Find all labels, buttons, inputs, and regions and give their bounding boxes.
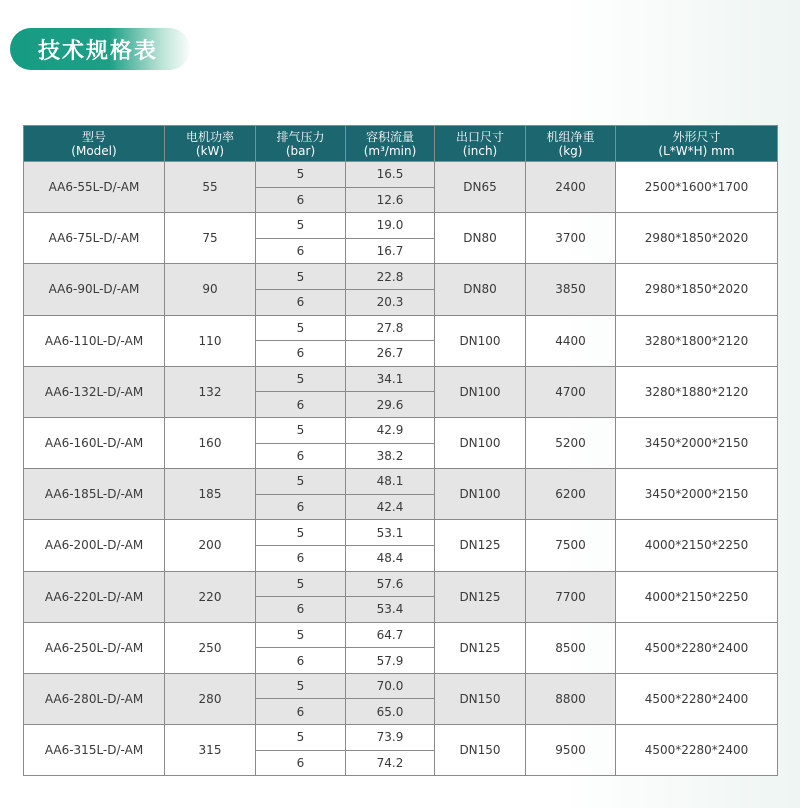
flow-cell: 27.8 [346,315,435,341]
dimensions-cell: 4000*2150*2250 [616,520,778,571]
section-title-badge [10,28,190,70]
flow-cell: 20.3 [346,289,435,315]
dimensions-cell: 4500*2280*2400 [616,725,778,776]
flow-cell: 19.0 [346,213,435,239]
table-row [24,366,778,392]
table-row [24,162,778,188]
outlet-cell: DN100 [435,366,526,417]
power-cell: 280 [165,673,256,724]
dimensions-cell: 3280*1800*2120 [616,315,778,366]
pressure-cell: 5 [256,469,346,495]
flow-cell: 57.6 [346,571,435,597]
table-row [24,417,778,443]
table-row [24,725,778,751]
flow-cell: 48.4 [346,545,435,571]
header-label: 机组净重 [546,129,595,144]
pressure-cell: 5 [256,571,346,597]
model-cell: AA6-90L-D/-AM [24,264,165,315]
pressure-cell: 5 [256,264,346,290]
page-title: 技术规格表 [38,38,159,64]
model-cell: AA6-132L-D/-AM [24,366,165,417]
model-cell: AA6-250L-D/-AM [24,622,165,673]
flow-cell: 53.4 [346,597,435,623]
pressure-cell: 6 [256,187,346,213]
pressure-cell: 5 [256,520,346,546]
flow-cell: 16.5 [346,162,435,188]
col-dimensions-header [616,126,778,162]
pressure-cell: 5 [256,622,346,648]
weight-cell: 5200 [526,417,616,468]
flow-cell: 42.4 [346,494,435,520]
header-label: 排气压力 [276,129,325,144]
pressure-cell: 6 [256,392,346,418]
flow-cell: 73.9 [346,725,435,751]
outlet-cell: DN65 [435,162,526,213]
model-cell: AA6-185L-D/-AM [24,469,165,520]
model-cell: AA6-200L-D/-AM [24,520,165,571]
dimensions-cell: 2500*1600*1700 [616,162,778,213]
weight-cell: 3700 [526,213,616,264]
table-row [24,213,778,239]
dimensions-cell: 4500*2280*2400 [616,673,778,724]
dimensions-cell: 4000*2150*2250 [616,571,778,622]
header-label: 出口尺寸 [455,129,504,144]
header-unit: (Model) [71,143,117,158]
table-row [24,571,778,597]
col-pressure-header [256,126,346,162]
weight-cell: 8800 [526,673,616,724]
pressure-cell: 5 [256,315,346,341]
power-cell: 185 [165,469,256,520]
dimensions-cell: 3450*2000*2150 [616,417,778,468]
header-label: 电机功率 [185,129,234,144]
outlet-cell: DN125 [435,520,526,571]
flow-cell: 26.7 [346,341,435,367]
outlet-cell: DN125 [435,571,526,622]
table-row [24,469,778,495]
outlet-cell: DN100 [435,469,526,520]
weight-cell: 9500 [526,725,616,776]
power-cell: 132 [165,366,256,417]
flow-cell: 70.0 [346,673,435,699]
outlet-cell: DN150 [435,673,526,724]
pressure-cell: 6 [256,289,346,315]
power-cell: 55 [165,162,256,213]
table-row [24,622,778,648]
power-cell: 315 [165,725,256,776]
outlet-cell: DN100 [435,315,526,366]
pressure-cell: 6 [256,648,346,674]
spec-table [23,125,778,776]
flow-cell: 57.9 [346,648,435,674]
flow-cell: 74.2 [346,750,435,776]
weight-cell: 2400 [526,162,616,213]
power-cell: 200 [165,520,256,571]
header-label: 容积流量 [365,129,414,144]
flow-cell: 38.2 [346,443,435,469]
model-cell: AA6-160L-D/-AM [24,417,165,468]
table-row [24,315,778,341]
table-header-row [24,126,778,162]
header-label: 外形尺寸 [672,129,721,144]
weight-cell: 3850 [526,264,616,315]
weight-cell: 8500 [526,622,616,673]
col-weight-header [526,126,616,162]
weight-cell: 6200 [526,469,616,520]
flow-cell: 12.6 [346,187,435,213]
model-cell: AA6-315L-D/-AM [24,725,165,776]
header-unit: (bar) [285,143,316,158]
pressure-cell: 6 [256,494,346,520]
outlet-cell: DN100 [435,417,526,468]
col-outlet-header [435,126,526,162]
outlet-cell: DN80 [435,264,526,315]
weight-cell: 7700 [526,571,616,622]
table-row [24,520,778,546]
weight-cell: 4700 [526,366,616,417]
header-unit: (m³/min) [363,143,417,158]
dimensions-cell: 2980*1850*2020 [616,264,778,315]
model-cell: AA6-220L-D/-AM [24,571,165,622]
dimensions-cell: 3450*2000*2150 [616,469,778,520]
power-cell: 250 [165,622,256,673]
outlet-cell: DN80 [435,213,526,264]
power-cell: 110 [165,315,256,366]
model-cell: AA6-280L-D/-AM [24,673,165,724]
pressure-cell: 5 [256,725,346,751]
pressure-cell: 6 [256,699,346,725]
flow-cell: 65.0 [346,699,435,725]
power-cell: 75 [165,213,256,264]
pressure-cell: 5 [256,417,346,443]
header-unit: (inch) [462,143,498,158]
flow-cell: 48.1 [346,469,435,495]
flow-cell: 53.1 [346,520,435,546]
pressure-cell: 6 [256,443,346,469]
pressure-cell: 6 [256,238,346,264]
model-cell: AA6-110L-D/-AM [24,315,165,366]
dimensions-cell: 2980*1850*2020 [616,213,778,264]
table-row [24,673,778,699]
header-unit: (kg) [558,143,583,158]
table-row [24,264,778,290]
pressure-cell: 5 [256,366,346,392]
header-unit: (kW) [195,143,225,158]
model-cell: AA6-55L-D/-AM [24,162,165,213]
flow-cell: 16.7 [346,238,435,264]
weight-cell: 4400 [526,315,616,366]
header-unit: (L*W*H) mm [658,143,735,158]
model-cell: AA6-75L-D/-AM [24,213,165,264]
outlet-cell: DN125 [435,622,526,673]
col-model-header [24,126,165,162]
col-flow-header [346,126,435,162]
flow-cell: 64.7 [346,622,435,648]
dimensions-cell: 4500*2280*2400 [616,622,778,673]
pressure-cell: 6 [256,597,346,623]
power-cell: 220 [165,571,256,622]
weight-cell: 7500 [526,520,616,571]
pressure-cell: 6 [256,750,346,776]
pressure-cell: 6 [256,341,346,367]
flow-cell: 29.6 [346,392,435,418]
pressure-cell: 6 [256,545,346,571]
flow-cell: 42.9 [346,417,435,443]
power-cell: 160 [165,417,256,468]
flow-cell: 34.1 [346,366,435,392]
flow-cell: 22.8 [346,264,435,290]
pressure-cell: 5 [256,213,346,239]
power-cell: 90 [165,264,256,315]
outlet-cell: DN150 [435,725,526,776]
dimensions-cell: 3280*1880*2120 [616,366,778,417]
header-label: 型号 [81,129,106,144]
pressure-cell: 5 [256,673,346,699]
pressure-cell: 5 [256,162,346,188]
col-power-header [165,126,256,162]
